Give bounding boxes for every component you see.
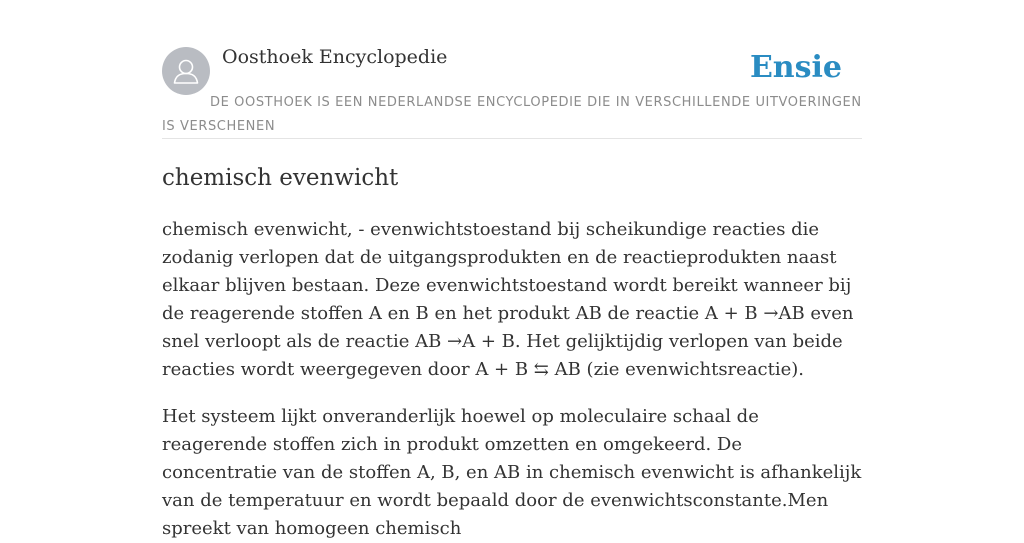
article bbox=[162, 160, 862, 543]
brand-logo[interactable]: Ensie bbox=[749, 50, 842, 85]
user-placeholder-icon[interactable] bbox=[162, 47, 210, 95]
source-tagline: DE OOSTHOEK IS EEN NEDERLANDSE ENCYCLOPEDIE DIE IN VERSCHILLENDE UITVOERINGEN IS VERSCHENEN bbox=[162, 95, 862, 134]
article-paragraph: Het systeem lijkt onveranderlijk hoewel op moleculaire schaal de reagerende stoffen zich in produkt omzetten en omgekeerd. De concentratie van de stoffen A, B, en AB in chemisch evenwicht is afhankelijk van de temperatuur en wordt bepaald door de evenwichtsconstante.Men spreekt van homogeen chemisch bbox=[162, 406, 862, 539]
source-name-link[interactable]: Oosthoek Encyclopedie bbox=[222, 46, 448, 68]
article-paragraph: chemisch evenwicht, - evenwichtstoestand bij scheikundige reacties die zodanig verlopen dat de uitgangsprodukten en de reactieprodukten naast elkaar blijven bestaan. Deze evenwichtstoestand wordt bereikt wanneer bij de reagerende stoffen A en B en het produkt AB de reactie A + B →AB even snel verloopt als de reactie AB →A + B. Het gelijktijdig verlopen van beide reacties wordt weergegeven door A + B ⇆ AB (zie evenwichtsreactie). bbox=[162, 219, 854, 380]
user-outline-icon bbox=[162, 47, 210, 95]
article-title: chemisch evenwicht bbox=[162, 165, 399, 191]
header-divider bbox=[162, 138, 862, 139]
